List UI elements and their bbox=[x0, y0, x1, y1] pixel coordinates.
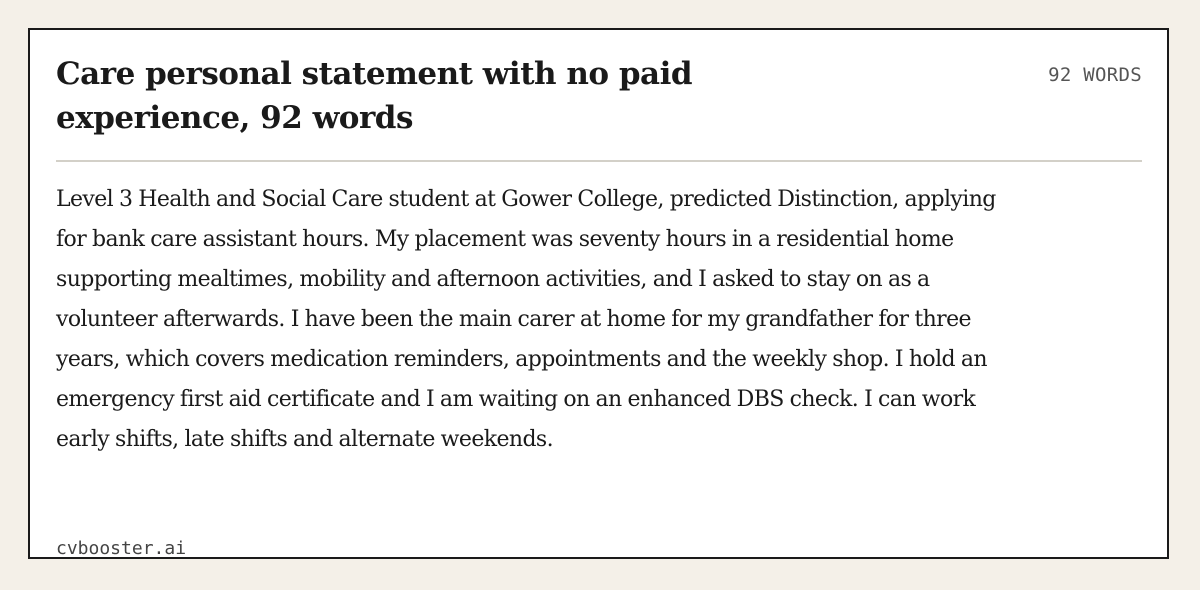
card-title: Care personal statement with no paid experience, 92 words bbox=[56, 56, 693, 136]
source-label: cvbooster.ai bbox=[56, 538, 187, 559]
divider bbox=[56, 160, 1142, 162]
statement-text: Level 3 Health and Social Care student at Gower College, predicted Distinction, applying for bank care assistant hours. My placement was seventy hours in a residential home supporting mealtimes, mobility and afternoon activities, and I asked to stay on as a volunteer afterwards. I have been the main carer at home for my grandfather for three years, which covers medication reminders, appointments and the weekly shop. I hold an emergency first aid certificate and I am waiting on an enhanced DBS check. I can work early shifts, late shifts and alternate weekends. bbox=[56, 187, 996, 452]
statement-card bbox=[28, 28, 1169, 559]
word-count-label: 92 WORDS bbox=[1048, 64, 1142, 86]
